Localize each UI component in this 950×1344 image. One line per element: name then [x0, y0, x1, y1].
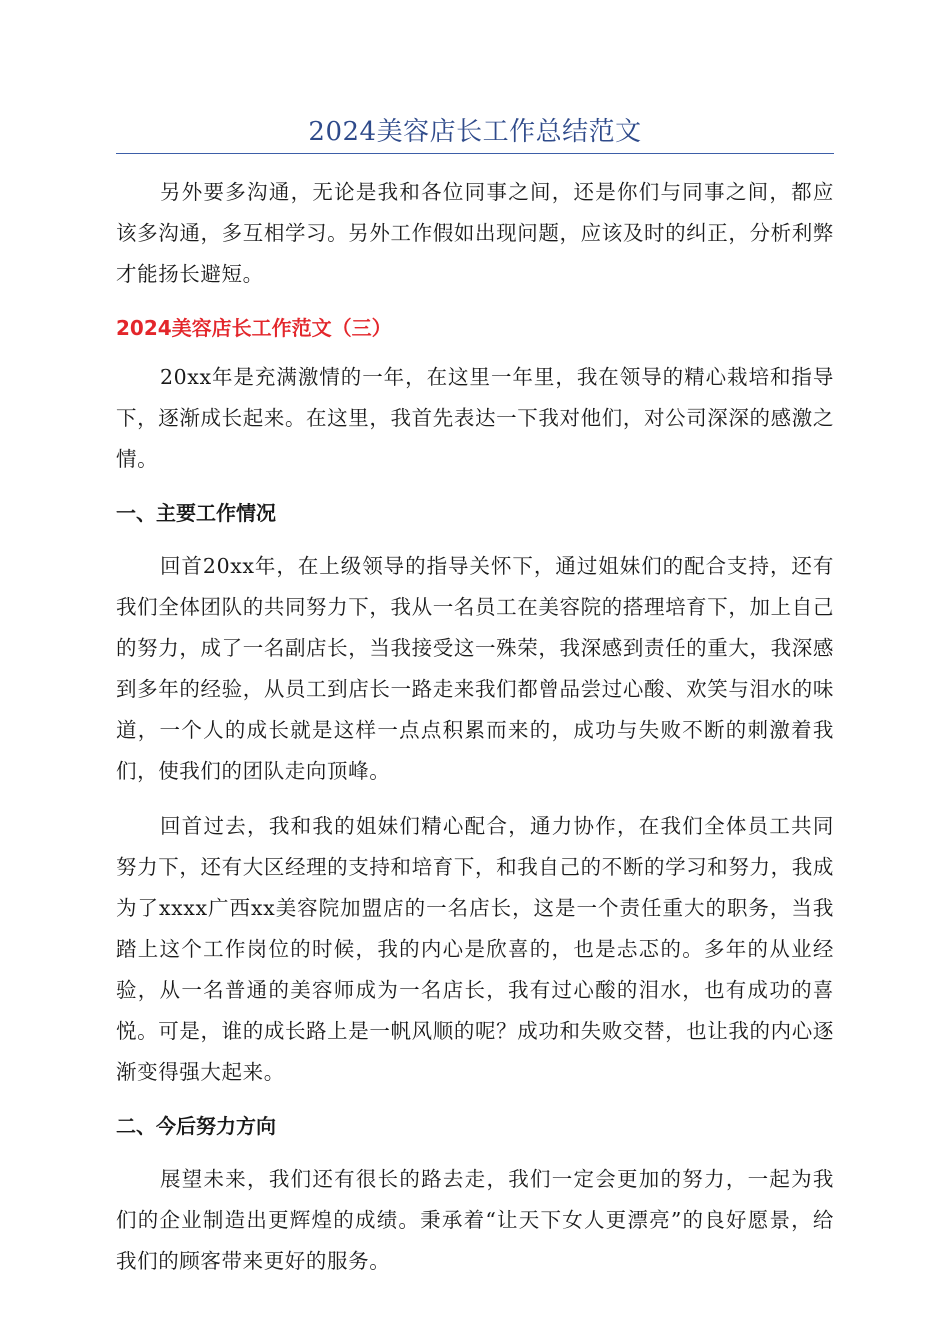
section-1-paragraph-2: 回首过去，我和我的姐妹们精心配合，通力协作，在我们全体员工共同努力下，还有大区经理的支持和培育下，和我自己的不断的学习和努力，我成为了xxxx广西xx美容院加盟店的一名店长，这是一个责任重大的职务，当我踏上这个工作岗位的时候，我的内心是欣喜的，也是忐忑的。多年的从业经验，从一名普通的美容师成为一名店长，我有过心酸的泪水，也有成功的喜悦。可是，谁的成长路上是一帆风顺的呢？成功和失败交替，也让我的内心逐渐变得强大起来。 [116, 814, 834, 1084]
section-2-paragraph-1: 展望未来，我们还有很长的路去走，我们一定会更加的努力，一起为我们的企业制造出更辉煌的成绩。秉承着“让天下女人更漂亮”的良好愿景，给我们的顾客带来更好的服务。 [116, 1167, 834, 1273]
title-underline-rule [116, 153, 834, 154]
section-2-heading: 二、今后努力方向 [116, 1114, 276, 1138]
section-1-paragraph-1: 回首20xx年，在上级领导的指导关怀下，通过姐妹们的配合支持，还有我们全体团队的共同努力下，我从一名员工在美容院的搭理培育下，加上自己的努力，成了一名副店长，当我接受这一殊荣，我深感到责任的重大，我深感到多年的经验，从员工到店长一路走来我们都曾品尝过心酸、欢笑与泪水的味道，一个人的成长就是这样一点点积累而来的，成功与失败不断的刺激着我们，使我们的团队走向顶峰。 [116, 554, 834, 783]
intro-paragraph: 另外要多沟通，无论是我和各位同事之间，还是你们与同事之间，都应该多沟通，多互相学习。另外工作假如出现问题，应该及时的纠正，分析利弊才能扬长避短。 [116, 180, 834, 286]
article-subtitle: 2024美容店长工作范文（三） [116, 316, 392, 340]
section-1-heading: 一、主要工作情况 [116, 501, 276, 525]
opening-paragraph: 20xx年是充满激情的一年，在这里一年里，我在领导的精心栽培和指导下，逐渐成长起来。在这里，我首先表达一下我对他们，对公司深深的感激之情。 [116, 365, 834, 471]
document-body [116, 172, 834, 1296]
document-title: 2024美容店长工作总结范文 [308, 117, 642, 147]
